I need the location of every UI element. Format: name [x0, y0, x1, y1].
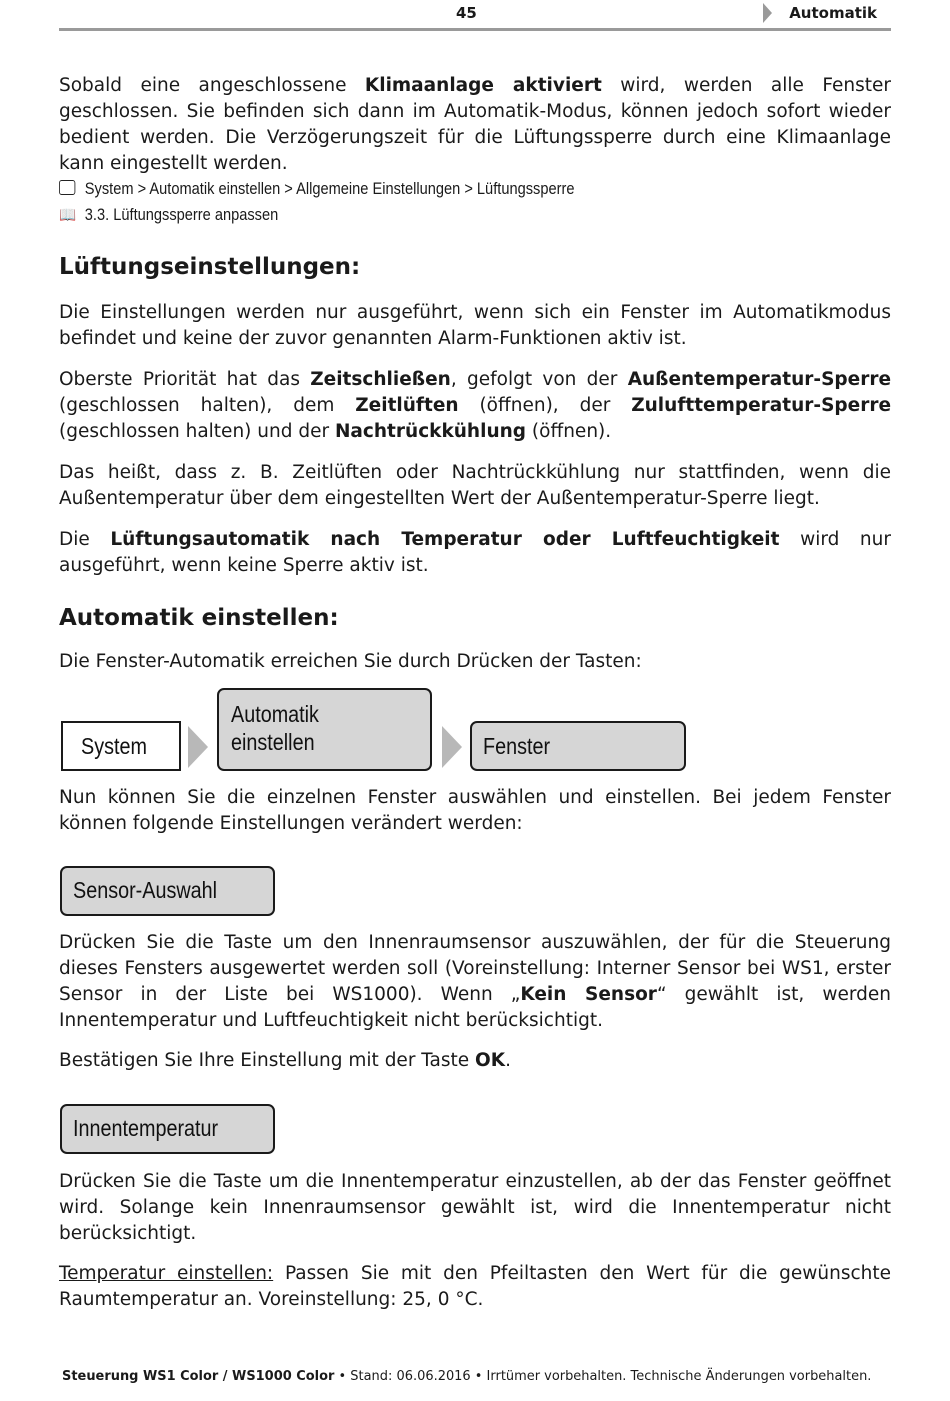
sensor-selection-button[interactable]: Sensor-Auswahl	[60, 866, 275, 916]
page-footer: Steuerung WS1 Color / WS1000 Color • Stand: 06.06.2016 • Irrtümer vorbehalten. Technische Änderungen vorbehalten.	[62, 1368, 872, 1384]
ventilation-paragraph-2: Oberste Priorität hat das Zeitschließen, gefolgt von der Außentemperatur-Sperre (geschlossen halten), dem Zeitlüften (öffnen), der Zulufttemperatur-Sperre (geschlossen halten) und der Nachtrückkühlung (öffnen).	[59, 369, 891, 442]
automatic-settings-button[interactable]: Automatik einstellen	[217, 688, 432, 771]
ventilation-paragraph-4: Die Lüftungsautomatik nach Temperatur oder Luftfeuchtigkeit wird nur ausgeführt, wenn keine Sperre aktiv ist.	[59, 529, 891, 576]
temperature-setting-paragraph: Temperatur einstellen: Passen Sie mit den Pfeiltasten den Wert für die gewünschte Raumtemperatur an. Voreinstellung: 25, 0 °C.	[59, 1263, 892, 1310]
ventilation-paragraph-1: Die Einstellungen werden nur ausgeführt, wenn sich ein Fenster im Automatikmodus befindet und keine der zuvor genannten Alarm-Funktionen aktiv ist.	[59, 302, 891, 349]
manual-reference: 📖 3.3. Lüftungssperre anpassen	[59, 204, 278, 227]
arrow-right-icon	[442, 726, 462, 768]
page-header	[59, 3, 891, 25]
sensor-description: Drücken Sie die Taste um den Innenraumsensor auszuwählen, der für die Steuerung dieses Fensters ausgewertet werden soll (Voreinstellung: Interner Sensor bei WS1, erster Sensor in der Liste bei WS1000). Wenn „Kein Sensor“ gewählt ist, werden Innentemperatur und Luftfeuchtigkeit nicht berücksichtigt.	[59, 932, 892, 1031]
ventilation-heading: Lüftungseinstellungen:	[59, 254, 361, 280]
book-icon: 📖	[59, 207, 77, 224]
automatic-paragraph-2: Nun können Sie die einzelnen Fenster auswählen und einstellen. Bei jedem Fenster können folgende Einstellungen verändert werden:	[59, 787, 891, 834]
inner-temperature-description: Drücken Sie die Taste um die Innentemperatur einzustellen, ab der das Fenster geöffnet wird. Solange kein Innenraumsensor gewählt ist, wird die Innentemperatur nicht berücksichtigt.	[59, 1171, 891, 1244]
automatic-heading: Automatik einstellen:	[59, 605, 339, 631]
menu-path-reference: System > Automatik einstellen > Allgemeine Einstellungen > Lüftungssperre	[59, 178, 574, 200]
confirm-paragraph: Bestätigen Sie Ihre Einstellung mit der Taste OK.	[59, 1050, 511, 1071]
automatic-paragraph-1: Die Fenster-Automatik erreichen Sie durch Drücken der Tasten:	[59, 651, 642, 672]
page-number: 45	[456, 4, 477, 22]
window-button[interactable]: Fenster	[470, 721, 686, 771]
inner-temperature-button[interactable]: Innentemperatur	[60, 1104, 275, 1154]
header-rule	[59, 28, 891, 31]
section-arrow-icon	[763, 3, 772, 23]
intro-paragraph: Sobald eine angeschlossene Klimaanlage aktiviert wird, werden alle Fenster geschlossen. Sie befinden sich dann im Automatik-Modus, können jedoch sofort wieder bedient werden. Die Verzögerungszeit für die Lüftungssperre durch eine Klimaanlage kann eingestellt werden.	[59, 75, 891, 174]
menu-screen-icon	[59, 180, 75, 195]
system-button[interactable]: System	[61, 721, 181, 771]
arrow-right-icon	[188, 726, 208, 768]
section-title: Automatik	[789, 4, 877, 22]
ventilation-paragraph-3: Das heißt, dass z. B. Zeitlüften oder Nachtrückkühlung nur stattfinden, wenn die Außentemperatur über dem eingestellten Wert der Außentemperatur-Sperre liegt.	[59, 462, 891, 509]
